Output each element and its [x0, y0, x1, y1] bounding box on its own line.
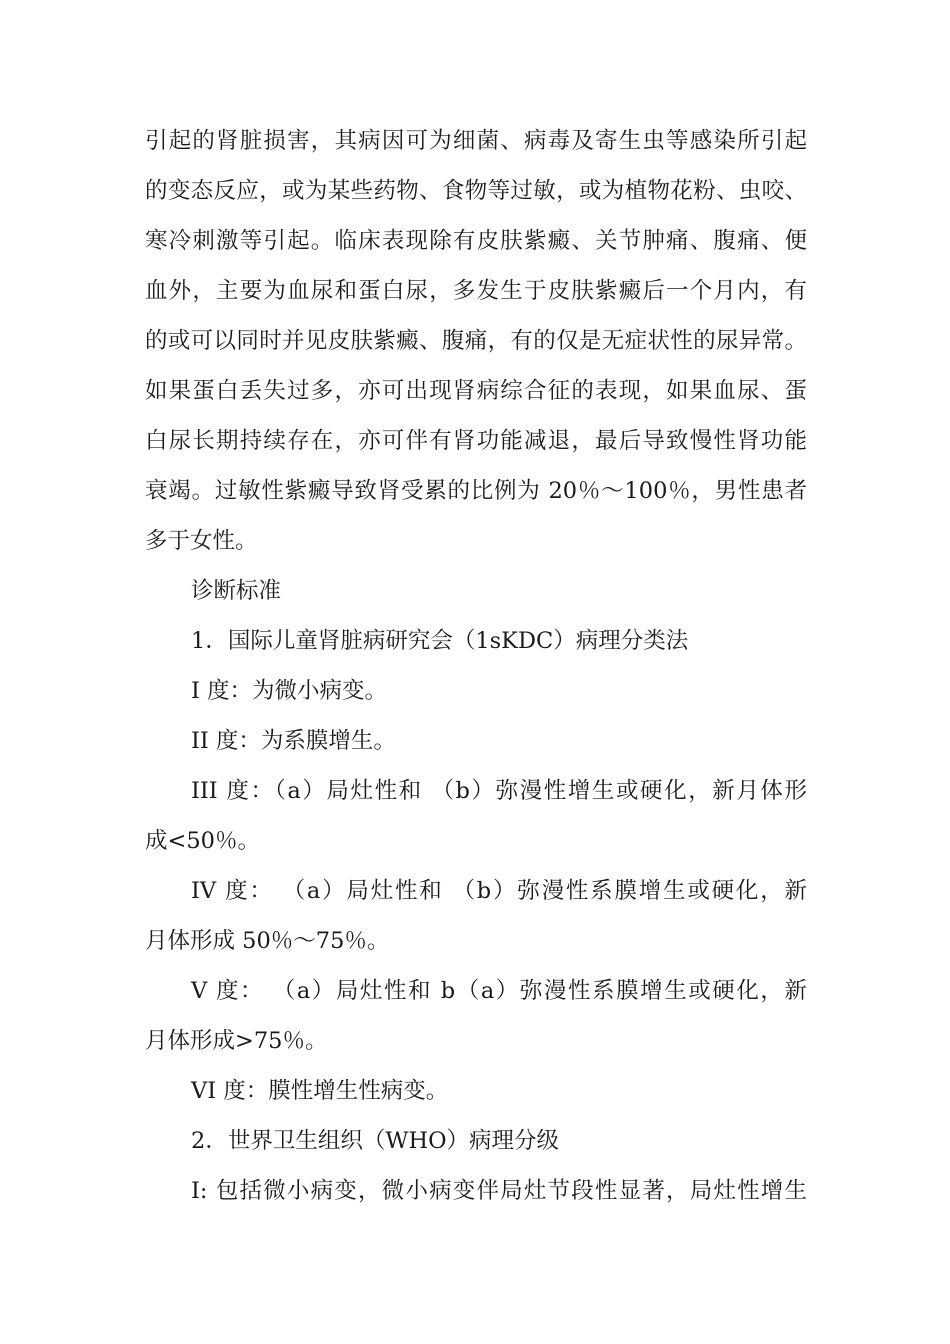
grade-item: V 度： （a）局灶性和 b（a）弥漫性系膜增生或硬化，新 [191, 978, 807, 1004]
grade-item: VI 度：膜性增生性病变。 [191, 1078, 449, 1104]
grade-item: I: 包括微小病变，微小病变伴局灶节段性显著，局灶性增生 [191, 1178, 807, 1204]
grade-item: II 度：为系膜增生。 [191, 728, 396, 754]
paragraph-line: 多于女性。 [145, 528, 258, 554]
paragraph-line: 的或可以同时并见皮肤紫癜、腹痛，有的仅是无症状性的尿异常。 [145, 328, 807, 354]
subsection-heading: 1．国际儿童肾脏病研究会（1sKDC）病理分类法 [191, 628, 689, 654]
section-heading: 诊断标准 [191, 578, 282, 604]
subsection-heading: 2．世界卫生组织（WHO）病理分级 [191, 1128, 560, 1154]
paragraph-line: 白尿长期持续存在，亦可伴有肾功能减退，最后导致慢性肾功能 [145, 428, 807, 454]
grade-item-continuation: 月体形成>75％。 [145, 1028, 328, 1054]
paragraph-line: 衰竭。过敏性紫癜导致肾受累的比例为 20％～100％，男性患者 [145, 478, 807, 504]
grade-item: I 度：为微小病变。 [191, 678, 388, 704]
paragraph-line: 引起的肾脏损害，其病因可为细菌、病毒及寄生虫等感染所引起 [145, 128, 807, 154]
grade-item-continuation: 成<50％。 [145, 828, 260, 854]
paragraph-line: 血外，主要为血尿和蛋白尿，多发生于皮肤紫癜后一个月内，有 [145, 278, 807, 304]
paragraph-line: 如果蛋白丢失过多，亦可出现肾病综合征的表现，如果血尿、蛋 [145, 378, 807, 404]
grade-item-continuation: 月体形成 50％～75％。 [145, 928, 390, 954]
paragraph-line: 寒冷刺激等引起。临床表现除有皮肤紫癜、关节肿痛、腹痛、便 [145, 228, 807, 254]
paragraph-line: 的变态反应，或为某些药物、食物等过敏，或为植物花粉、虫咬、 [145, 178, 807, 204]
grade-item: IV 度： （a）局灶性和 （b）弥漫性系膜增生或硬化，新 [191, 878, 807, 904]
grade-item: III 度：（a）局灶性和 （b）弥漫性增生或硬化，新月体形 [191, 778, 807, 804]
document-body [145, 116, 807, 1216]
